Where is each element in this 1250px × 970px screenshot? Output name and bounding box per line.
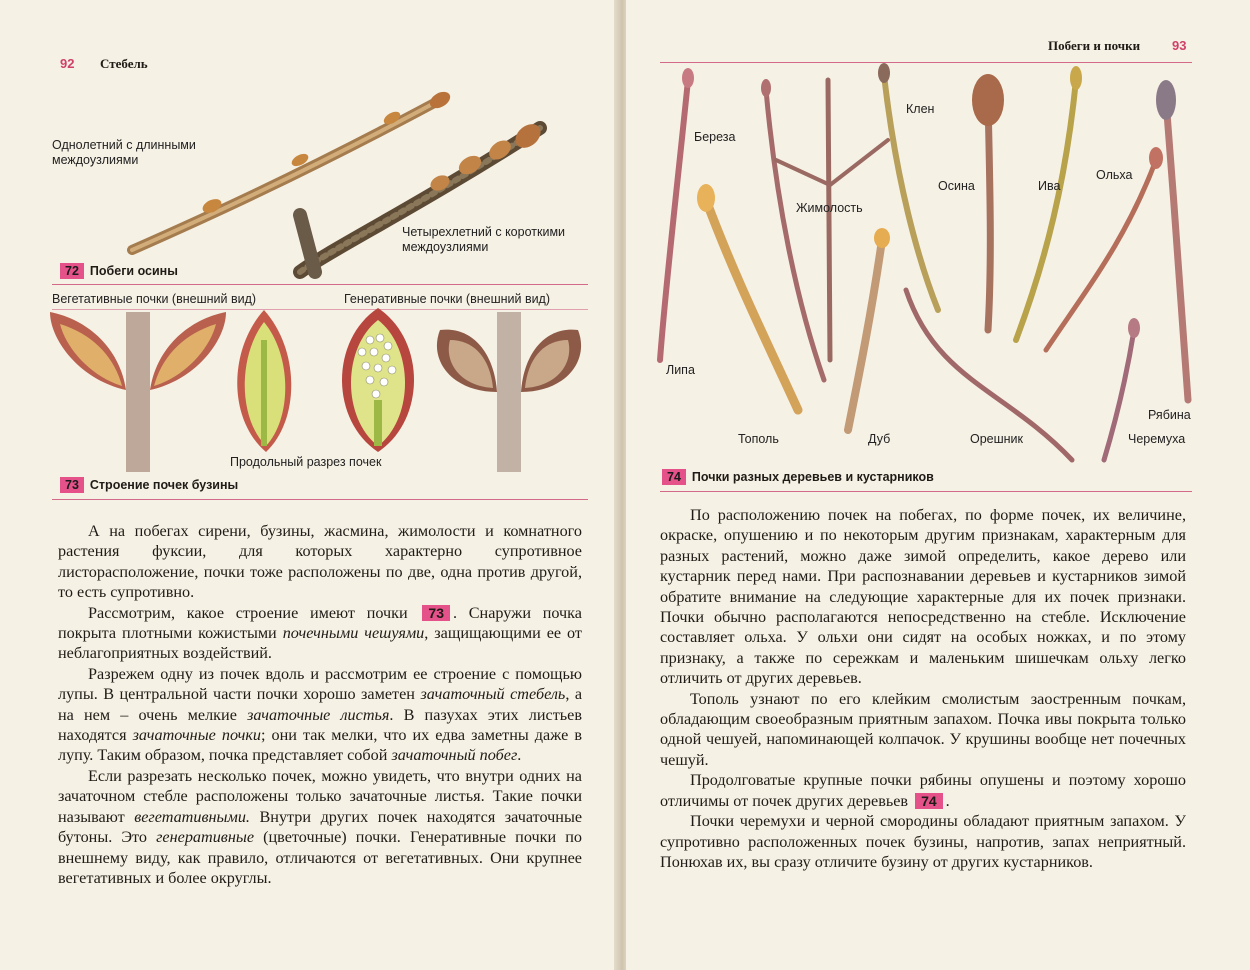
label-zhimolost: Жимолость	[796, 201, 863, 215]
label-cheremukha: Черемуха	[1128, 432, 1186, 446]
right-body-text	[660, 505, 1186, 872]
label-olkha: Ольха	[1096, 168, 1133, 182]
label-klen: Клен	[906, 102, 935, 116]
figure-74-number: 74	[662, 469, 686, 485]
figure-73-number: 73	[60, 477, 84, 493]
figure-74-caption: 74 Почки разных деревьев и кустарников	[662, 469, 934, 485]
paragraph: А на побегах сирени, бузины, жасмина, жимолости и комнатного растения фуксии, для которых характерно супротивное листорасположение, почки тоже расположены по две, одна против другой, то есть супротивно.	[58, 522, 582, 602]
paragraph: Продолговатые крупные почки рябины опушены и поэтому хорошо отличимы от почек других деревьев 74 .	[660, 771, 1186, 810]
paragraph: Рассмотрим, какое строение имеют почки 73 . Снаружи почка покрыта плотными кожистыми почечными чешуями, защищающими ее от неблагоприятных воздействий.	[58, 603, 583, 663]
label-topol: Тополь	[738, 432, 779, 446]
label-ryabina: Рябина	[1148, 408, 1191, 422]
page-number: 92	[60, 56, 75, 71]
figure-ref-74[interactable]: 74	[915, 793, 943, 809]
divider	[660, 491, 1192, 492]
running-head: Побеги и почки	[1048, 38, 1141, 53]
paragraph: Если разрезать несколько почек, можно увидеть, что внутри одних на зачаточном стебле расположены только зачаточные листья. Такие почки называют вегетативными. Внутри других почек находятся зачаточные бутоны. Это генеративные (цветочные) почки. Генеративные почки по внешнему виду, как правило, отличаются от вегетативных. Они крупнее вегетативных и более округлы.	[58, 766, 583, 887]
page-number: 93	[1172, 38, 1187, 53]
left-page	[0, 0, 618, 970]
paragraph: Разрежем одну из почек вдоль и рассмотрим ее строение с помощью лупы. В центральной части почки хорошо заметен зачаточный стебель, а на нем – очень мелкие зачаточные листья. В пазухах этих листьев находятся зачаточные почки; они так мелки, что их едва заметны даже в лупу. Таким образом, почка представляет собой зачаточный побег.	[58, 664, 583, 765]
left-body-text	[58, 521, 582, 888]
label-four-year-shoot: Четырехлетний с короткими междоузлиями	[402, 225, 566, 254]
label-longitudinal-section: Продольный разрез почек	[230, 455, 382, 469]
figure-72-number: 72	[60, 263, 84, 279]
figure-73-caption: 73 Строение почек бузины	[60, 477, 238, 493]
label-iva: Ива	[1038, 179, 1061, 193]
label-oreshnik: Орешник	[970, 432, 1024, 446]
label-bereza: Береза	[694, 130, 736, 144]
label-annual-shoot: Однолетний с длинными междоузлиями	[52, 138, 196, 167]
divider	[52, 284, 588, 285]
figure-72-caption: 72 Побеги осины	[60, 263, 178, 279]
label-osina: Осина	[938, 179, 975, 193]
label-dub: Дуб	[868, 432, 891, 446]
paragraph: По расположению почек на побегах, по форме почек, их величине, окраске, опушению и по некоторым другим признакам, характерным для разных растений, можно даже зимой определить, какое дерево или кустарник перед нами. При распознавании деревьев и кустарников зимой обратите внимание на следующие характерные для их почек признаки. Почки обычно располагаются непосредственно на стебле. Исключение составляет ольха. У ольхи они сидят на особых ножках, и по этому признаку, а также по сережкам и маленьким шишечкам ольху легко отличить от других деревьев.	[660, 506, 1186, 688]
running-head: Стебель	[100, 56, 148, 71]
paragraph: Тополь узнают по его клейким смолистым заостренным почкам, обладающим своеобразным приятным запахом. Почка ивы покрыта только одной чешуей, напоминающей колпачок. У крушины вообще нет почечных чешуй.	[660, 689, 1186, 769]
label-vegetative-buds: Вегетативные почки (внешний вид)	[52, 292, 257, 306]
figure-73-elder-buds	[0, 300, 618, 480]
label-lipa: Липа	[666, 363, 695, 377]
figure-ref-73[interactable]: 73	[422, 605, 450, 621]
right-page	[626, 0, 1250, 970]
divider	[52, 499, 588, 500]
paragraph: Почки черемухи и черной смородины обладают приятным запахом. У супротивно расположенных почек бузины, напротив, запах неприятный. Понюхав их, вы сразу отличите бузину от других кустарников.	[660, 812, 1186, 871]
label-generative-buds: Генеративные почки (внешний вид)	[344, 292, 551, 306]
